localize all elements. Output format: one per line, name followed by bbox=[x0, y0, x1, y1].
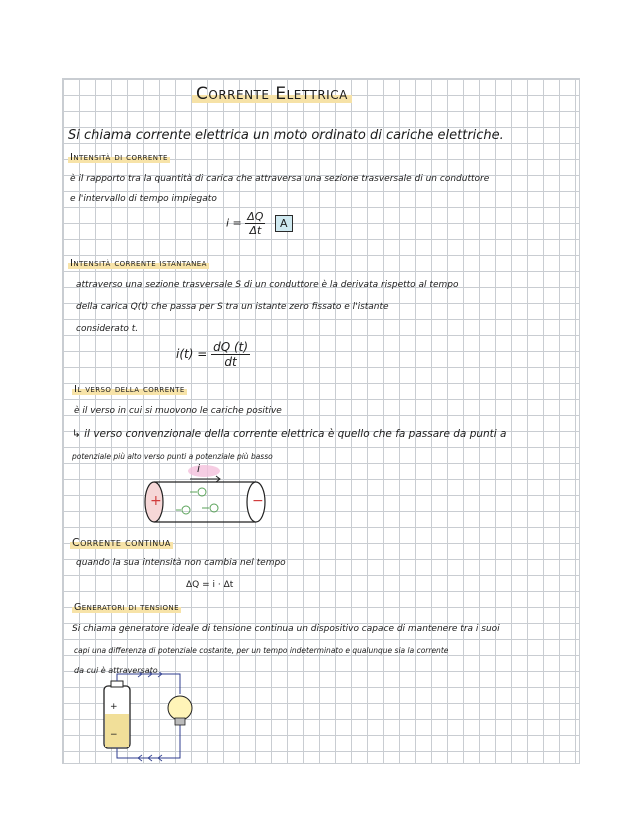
heading-intensita: Intensità di corrente bbox=[70, 152, 168, 163]
numerator: dQ (t) bbox=[213, 340, 249, 354]
formula-lhs: i = bbox=[226, 216, 242, 230]
heading-generatori: Generatori di tensione bbox=[74, 602, 179, 613]
intensita-line2: e l'intervallo di tempo impiegato bbox=[70, 194, 217, 204]
verso-line3: potenziale più alto verso punti a potenziale più basso bbox=[72, 452, 273, 461]
fraction bbox=[245, 210, 265, 237]
fraction bbox=[211, 340, 250, 369]
heading-istantanea: Intensità corrente istantanea bbox=[70, 258, 207, 269]
generatori-line1: Si chiama generatore ideale di tensione continua un dispositivo capace di mantenere tra i suoi bbox=[72, 624, 500, 634]
continua-line1: quando la sua intensità non cambia nel tempo bbox=[76, 558, 286, 568]
generatori-line3: da cui è attraversato bbox=[74, 666, 158, 675]
verso-line2-text: il verso convenzionale della corrente elettrica è quello che fa passare da punti a bbox=[84, 428, 507, 440]
istantanea-line3: considerato t. bbox=[76, 324, 139, 334]
intro-text: Si chiama corrente elettrica un moto ordinato di cariche elettriche. bbox=[68, 128, 504, 143]
verso-line1: è il verso in cui si muovono le cariche positive bbox=[74, 406, 282, 416]
current-label: i bbox=[197, 462, 201, 475]
arrow-icon: ↳ bbox=[72, 428, 85, 440]
generatori-line2: capi una differenza di potenziale costante, per un tempo indeterminato e qualunque sia la corrente bbox=[74, 646, 449, 655]
heading-verso: Il verso della corrente bbox=[74, 384, 185, 395]
minus-sign: − bbox=[252, 493, 264, 509]
denominator: Δt bbox=[249, 224, 262, 237]
istantanea-line1: attraverso una sezione trasversale S di un conduttore è la derivata rispetto al tempo bbox=[76, 280, 459, 290]
formula-lhs: i(t) = bbox=[176, 347, 208, 361]
formula-istantanea bbox=[176, 340, 250, 369]
formula-intensita bbox=[226, 210, 293, 237]
denominator: dt bbox=[224, 355, 237, 369]
formula-continua: ΔQ = i · Δt bbox=[186, 580, 234, 590]
intensita-line1: è il rapporto tra la quantità di carica che attraversa una sezione trasversale di un conduttore bbox=[70, 174, 490, 184]
battery-minus: − bbox=[110, 730, 118, 740]
heading-continua: Corrente continua bbox=[72, 536, 171, 549]
verso-line2 bbox=[72, 428, 507, 440]
istantanea-line2: della carica Q(t) che passa per S tra un istante zero fissato e l'istante bbox=[76, 302, 389, 312]
page-title: Corrente Elettrica bbox=[192, 84, 352, 104]
numerator: ΔQ bbox=[247, 210, 264, 223]
battery-plus: + bbox=[110, 702, 118, 712]
plus-sign: + bbox=[150, 493, 162, 509]
unit-box: A bbox=[275, 215, 293, 232]
circuit-diagram bbox=[92, 672, 212, 764]
